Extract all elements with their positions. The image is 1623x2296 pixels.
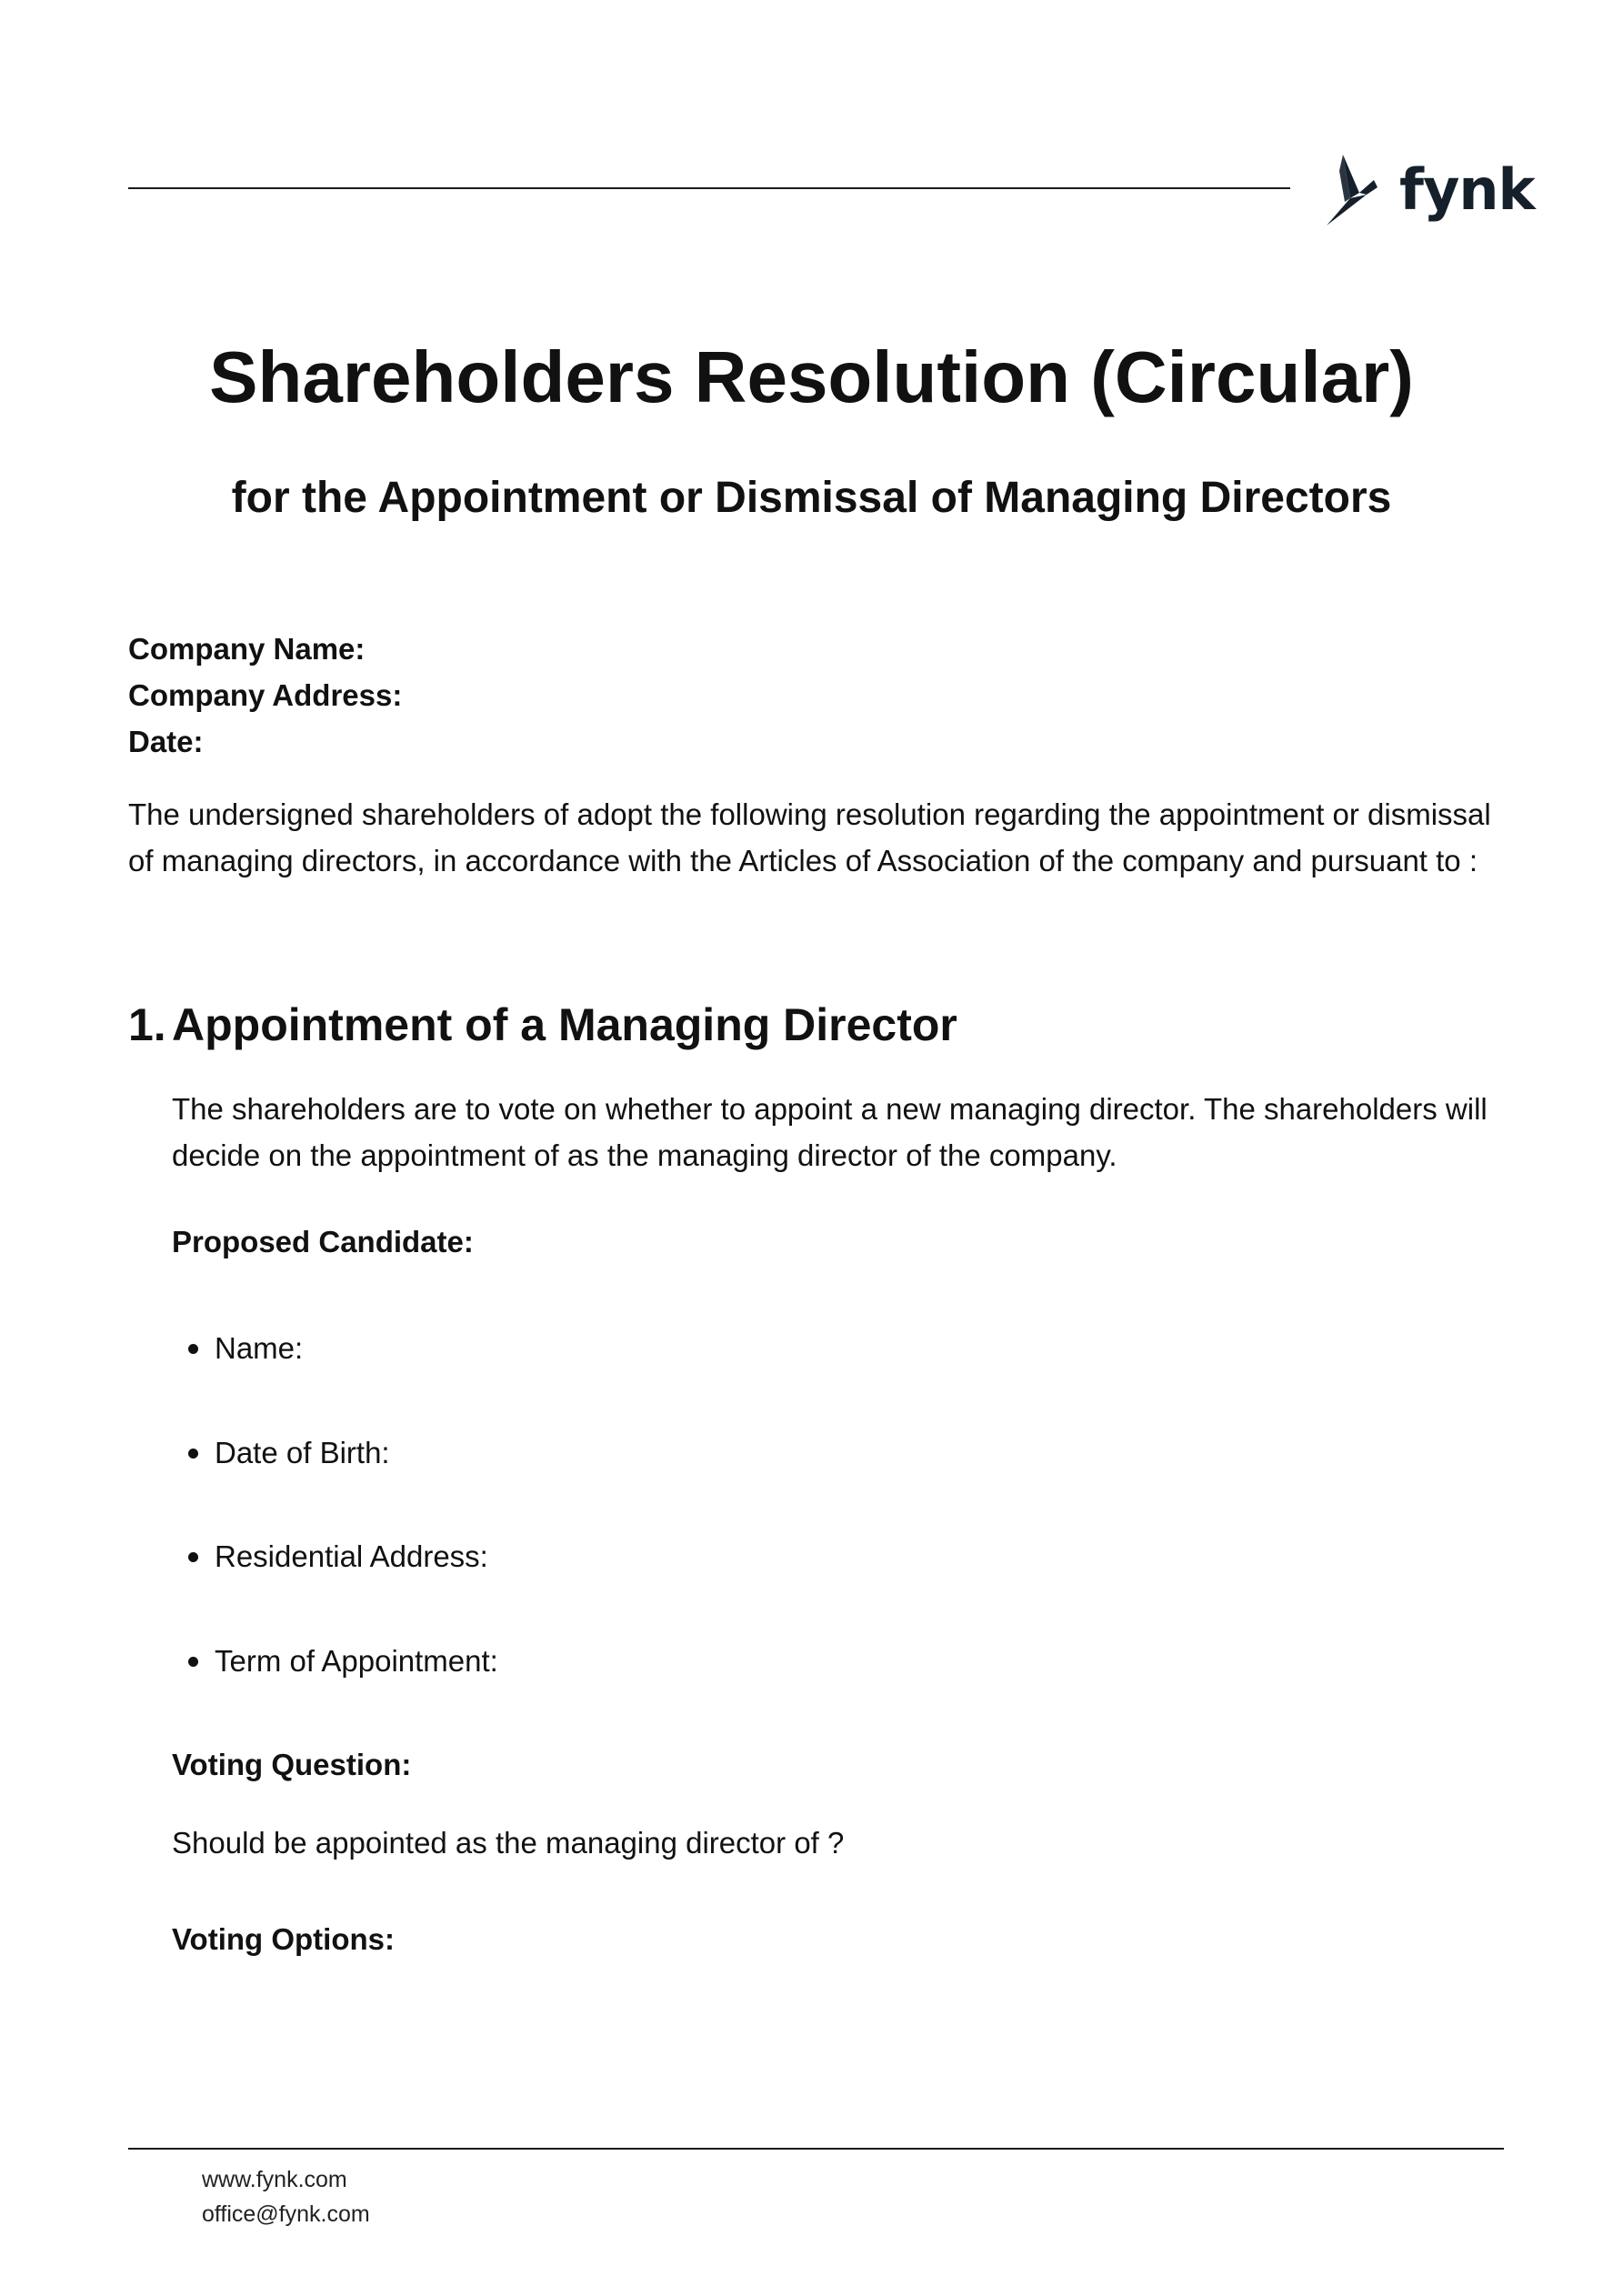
bullet-icon: [188, 1449, 198, 1459]
section-1-heading: [128, 993, 957, 1057]
bullet-icon: [188, 1552, 198, 1562]
list-item: [188, 1533, 488, 1579]
candidate-address-label: Residential Address:: [215, 1539, 488, 1573]
logo-wordmark: fynk: [1399, 156, 1535, 223]
intro-paragraph: The undersigned shareholders of adopt the following resolution regarding the appointment or dismissal of managing directors, in accordance with the Articles of Association of the company and pursuant to :: [128, 797, 1491, 877]
section-1-number: 1.: [128, 999, 166, 1050]
bird-logo-icon: [1323, 153, 1394, 227]
section-1-paragraph: The shareholders are to vote on whether to appoint a new managing director. The shareholders will decide on the appointment of as the managing director of the company.: [172, 1092, 1488, 1172]
header-divider: [128, 187, 1290, 189]
document-title: Shareholders Resolution (Circular): [209, 336, 1414, 417]
candidate-term-label: Term of Appointment:: [215, 1644, 498, 1678]
document-subtitle: for the Appointment or Dismissal of Managing Directors: [231, 474, 1392, 522]
company-details: [128, 626, 402, 765]
list-item: [188, 1325, 303, 1371]
company-name-label: Company Name:: [128, 632, 366, 666]
voting-options-label: Voting Options:: [172, 1922, 396, 1956]
company-address-label: Company Address:: [128, 678, 403, 712]
list-item: [188, 1638, 498, 1684]
proposed-candidate-label: Proposed Candidate:: [172, 1225, 474, 1258]
footer-email: office@fynk.com: [202, 2201, 370, 2227]
voting-question-label: Voting Question:: [172, 1748, 412, 1781]
date-label: Date:: [128, 725, 204, 758]
voting-question-text: Should be appointed as the managing director of ?: [172, 1826, 845, 1860]
footer-website: www.fynk.com: [202, 2167, 347, 2192]
list-item: [188, 1429, 390, 1476]
footer: [202, 2162, 370, 2231]
bullet-icon: [188, 1657, 198, 1667]
candidate-name-label: Name:: [215, 1331, 304, 1365]
candidate-dob-label: Date of Birth:: [215, 1436, 390, 1469]
brand-logo: [1323, 153, 1535, 227]
bullet-icon: [188, 1344, 198, 1354]
footer-divider: [128, 2148, 1504, 2150]
section-1-title: Appointment of a Managing Director: [172, 999, 957, 1050]
